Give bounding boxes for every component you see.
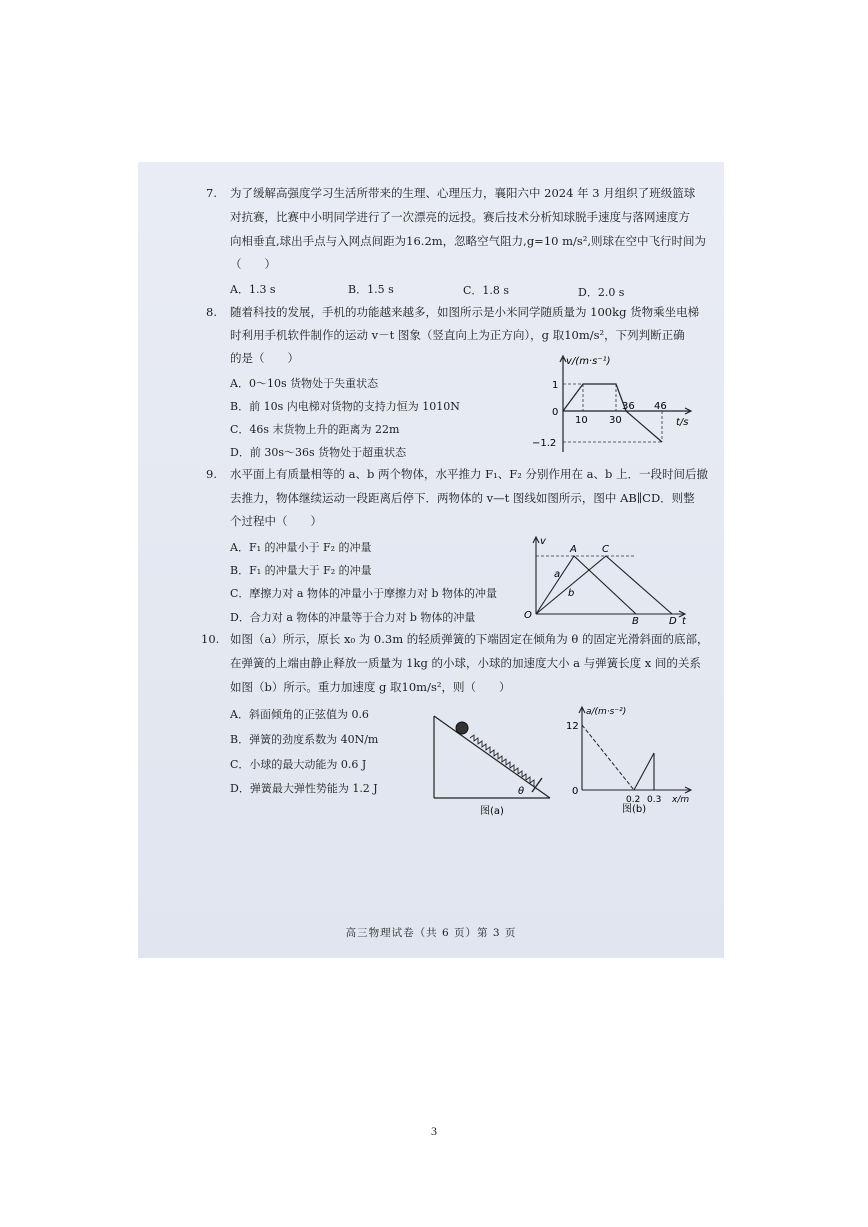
q10-figure-a-caption: 图(a) xyxy=(480,806,504,817)
q7-number: 7. xyxy=(206,186,217,200)
q7-line-3: 向相垂直,球出手点与入网点间距为16.2m，忽略空气阻力,g=10 m/s²,则球在空中飞行时间为 xyxy=(230,234,707,248)
q10-graph-ytick-0: 0 xyxy=(572,786,579,797)
spring xyxy=(470,735,534,786)
q8-graph-xlabel: t/s xyxy=(676,417,689,428)
q10-line-1: 如图（a）所示，原长 x₀ 为 0.3m 的轻质弹簧的下端固定在倾角为 θ 的固定光滑斜面的底部， xyxy=(230,632,709,646)
q9-graph-line-b: b xyxy=(568,588,575,599)
q7-line-1: 为了缓解高强度学习生活所带来的生理、心理压力，襄阳六中 2024 年 3 月组织了班级篮球 xyxy=(230,186,696,200)
q9-graph-point-a: A xyxy=(570,544,577,555)
q8-graph-xtick-46: 46 xyxy=(654,401,667,412)
page-number: 3 xyxy=(431,1124,437,1138)
q9-line-2: 去推力，物体继续运动一段距离后停下．两物体的 v—t 图线如图所示，图中 AB∥CD．则整 xyxy=(230,491,695,505)
q9-line-1: 水平面上有质量相等的 a、b 两个物体，水平推力 F₁、F₂ 分别作用在 a、b 上．一段时间后撤 xyxy=(230,467,709,481)
q10-option-b: B．弹簧的劲度系数为 40N/m xyxy=(230,733,379,746)
q10-option-d: D．弹簧最大弹性势能为 1.2 J xyxy=(230,782,378,795)
q7-option-a: A．1.3 s xyxy=(230,283,276,296)
q7-option-d: D．2.0 s xyxy=(578,286,625,299)
q8-vt-graph xyxy=(530,352,694,462)
q8-graph-ytick-neg: −1.2 xyxy=(532,438,557,449)
q8-graph-xtick-30: 30 xyxy=(609,415,622,426)
q8-number: 8. xyxy=(206,305,217,319)
q10-line-3: 如图（b）所示。重力加速度 g 取10m/s²，则（ ） xyxy=(230,680,511,694)
q8-graph-ytick-1: 1 xyxy=(552,380,559,391)
q9-graph-origin: O xyxy=(524,610,532,621)
q8-line-3: 的是（ ） xyxy=(230,351,299,365)
q10-graph-ylabel: a/(m·s⁻²) xyxy=(586,707,627,717)
q10-figure-a-angle: θ xyxy=(518,786,525,797)
q10-option-c: C．小球的最大动能为 0.6 J xyxy=(230,758,367,771)
q8-option-b: B．前 10s 内电梯对货物的支持力恒为 1010N xyxy=(230,400,460,413)
q10-figure-b-caption: 图(b) xyxy=(622,804,647,814)
q9-number: 9. xyxy=(206,467,217,481)
q10-graph-xtick-02: 0.2 xyxy=(626,795,641,805)
q9-graph-line-a: a xyxy=(554,569,561,580)
q10-graph-ytick-12: 12 xyxy=(566,721,579,732)
q8-graph-xtick-10: 10 xyxy=(575,415,588,426)
q8-option-d: D．前 30s～36s 货物处于超重状态 xyxy=(230,446,407,459)
page-footer: 高三物理试卷（共 6 页）第 3 页 xyxy=(345,927,517,939)
q10-graph-xtick-03: 0.3 xyxy=(647,795,662,805)
q8-option-c: C．46s 末货物上升的距离为 22m xyxy=(230,423,400,436)
q10-figure-b xyxy=(558,702,718,814)
q10-option-a: A．斜面倾角的正弦值为 0.6 xyxy=(230,708,369,721)
q9-vt-graph xyxy=(516,534,690,624)
q8-graph-ylabel: v/(m·s⁻¹) xyxy=(566,356,611,367)
q7-option-c: C．1.8 s xyxy=(463,284,510,297)
q9-graph-ylabel: v xyxy=(540,536,546,547)
q10-graph-xlabel: x/m xyxy=(672,795,690,805)
q8-line-2: 时利用手机软件制作的运动 v－t 图象（竖直向上为正方向），g 取10m/s²，下列判断正确 xyxy=(230,328,685,342)
q9-option-c: C．摩擦力对 a 物体的冲量小于摩擦力对 b 物体的冲量 xyxy=(230,587,498,600)
q9-line-3: 个过程中（ ） xyxy=(230,514,322,528)
q9-option-a: A．F₁ 的冲量小于 F₂ 的冲量 xyxy=(230,541,372,554)
q10-line-2: 在弹簧的上端由静止释放一质量为 1kg 的小球，小球的加速度大小 a 与弹簧长度 x 间的关系 xyxy=(230,656,701,670)
q8-graph-xtick-36: 36 xyxy=(622,401,635,412)
q9-graph-point-b: B xyxy=(632,616,639,624)
q10-number: 10. xyxy=(201,632,220,646)
q9-option-d: D．合力对 a 物体的冲量等于合力对 b 物体的冲量 xyxy=(230,611,476,624)
q9-graph-point-c: C xyxy=(602,544,609,555)
q7-line-2: 对抗赛，比赛中小明同学进行了一次漂亮的远投。赛后技术分析知球脱手速度与落网速度方 xyxy=(230,210,690,224)
q8-line-1: 随着科技的发展，手机的功能越来越多，如图所示是小米同学随质量为 100kg 货物乘坐电梯 xyxy=(230,305,700,319)
q7-line-4: （ ） xyxy=(230,257,276,271)
q9-graph-xlabel: t xyxy=(682,616,686,624)
q8-graph-ytick-0: 0 xyxy=(552,407,559,418)
ball xyxy=(456,722,468,734)
q10-figure-a xyxy=(432,714,556,818)
q7-option-b: B．1.5 s xyxy=(348,283,394,296)
q8-option-a: A．0～10s 货物处于失重状态 xyxy=(230,377,379,390)
q9-graph-point-d: D xyxy=(669,616,677,624)
exam-photo xyxy=(138,162,724,958)
q9-option-b: B．F₁ 的冲量大于 F₂ 的冲量 xyxy=(230,564,372,577)
